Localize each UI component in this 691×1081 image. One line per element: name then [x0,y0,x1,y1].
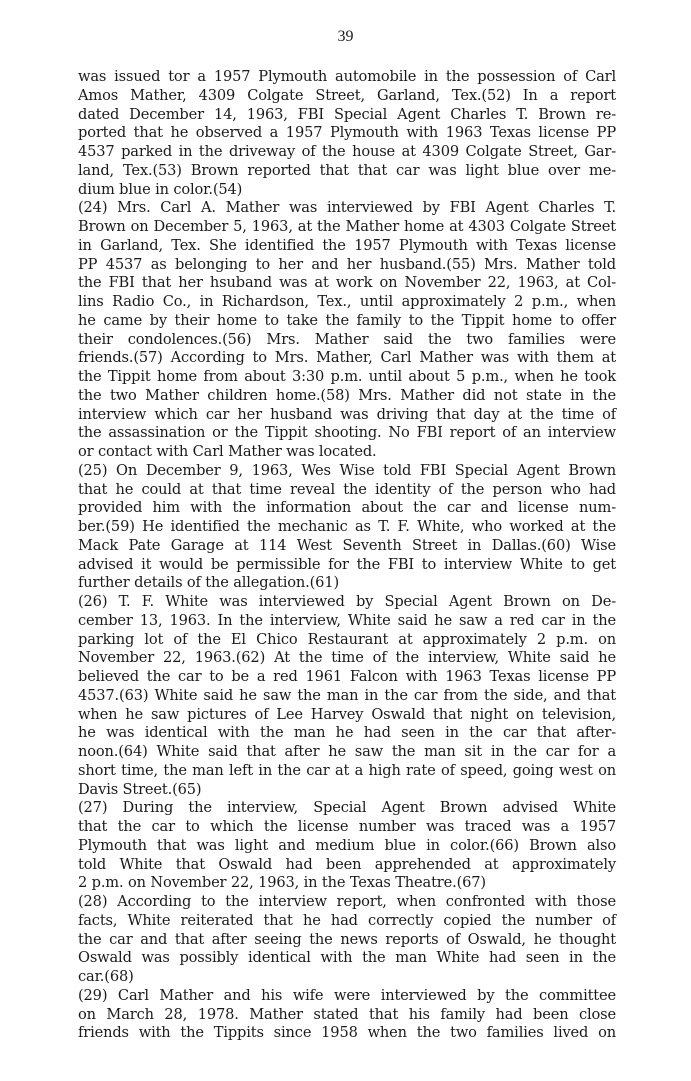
paragraph [78,799,616,893]
text-line: (26) T. F. White was interviewed by Special Agent Brown on De- [78,593,616,610]
text-line: friends.(57) According to Mrs. Mather, Carl Mather was with them at [78,349,616,367]
text-line: car.(68) [78,968,134,985]
text-line: that the car to which the license number was traced was a 1957 [78,818,616,835]
text-line: dium blue in color.(54) [78,180,243,198]
text-line: Mack Pate Garage at 114 West Seventh Street in Dallas.(60) Wise [78,536,616,554]
text-line: in Garland, Tex. She identified the 1957 Plymouth with Texas license [78,236,616,254]
text-line: provided him with the information about the car and license num- [78,499,616,517]
text-line: short time, the man left in the car at a high rate of speed, going west on [78,761,616,779]
text-line: told White that Oswald had been apprehended at approximately [78,855,616,873]
text-line: Davis Street.(65) [78,780,202,798]
text-line: (27) During the interview, Special Agent Brown advised White [78,799,616,817]
text-line: cember 13, 1963. In the interview, White said he saw a red car in the [78,611,616,629]
text-line: land, Tex.(53) Brown reported that that car was light blue over me- [78,161,616,179]
text-line: PP 4537 as belonging to her and her husband.(55) Mrs. Mather told [78,255,616,273]
page-number: 39 [337,28,354,45]
text-line: believed the car to be a red 1961 Falcon with 1963 Texas license PP [78,668,616,685]
text-line: or contact with Carl Mather was located. [78,443,377,460]
text-line: facts, White reiterated that he had correctly copied the number of [78,911,616,929]
text-line: ber.(59) He identified the mechanic as T. F. White, who worked at the [78,518,616,535]
text-line: friends with the Tippits since 1958 when the two families lived on [78,1024,616,1042]
text-line: (28) According to the interview report, when confronted with those [78,893,616,910]
paragraph [78,68,616,199]
text-line: ported that he observed a 1957 Plymouth with 1963 Texas license PP [78,124,616,142]
text-line: he came by their home to take the family to the Tippit home to offer [78,311,616,329]
document-body [78,68,616,1043]
text-line: their condolences.(56) Mrs. Mather said the two families were [78,330,616,348]
text-line: 2 p.m. on November 22, 1963, in the Texas Theatre.(67) [78,874,486,892]
text-line: was issued tor a 1957 Plymouth automobile in the possession of Carl [78,68,616,85]
text-line: that he could at that time reveal the identity of the person who had [78,480,616,498]
paragraph [78,462,616,593]
text-line: on March 28, 1978. Mather stated that his family had been close [78,1005,616,1023]
text-line: Oswald was possibly identical with the man White had seen in the [78,949,616,967]
text-line: he was identical with the man he had seen in the car that after- [78,724,616,742]
text-line: Plymouth that was light and medium blue in color.(66) Brown also [78,836,616,854]
text-line: further details of the allegation.(61) [78,574,339,592]
text-line: Brown on December 5, 1963, at the Mather home at 4303 Colgate Street [78,218,616,235]
text-line: Amos Mather, 4309 Colgate Street, Garland, Tex.(52) In a report [78,86,616,104]
text-line: advised it would be permissible for the FBI to interview White to get [78,555,616,573]
text-line: the two Mather children home.(58) Mrs. Mather did not state in the [78,386,616,404]
text-line: (25) On December 9, 1963, Wes Wise told FBI Special Agent Brown [78,461,616,479]
text-line: the FBI that her hsuband was at work on November 22, 1963, at Col- [78,274,616,292]
text-line: (24) Mrs. Carl A. Mather was interviewed by FBI Agent Charles T. [78,199,616,217]
text-line: dated December 14, 1963, FBI Special Agent Charles T. Brown re- [78,105,616,123]
text-line: parking lot of the El Chico Restaurant at approximately 2 p.m. on [78,630,616,648]
text-line: the assassination or the Tippit shooting. No FBI report of an interview [78,424,616,442]
text-line: November 22, 1963.(62) At the time of the interview, White said he [78,649,616,667]
text-line: 4537 parked in the driveway of the house at 4309 Colgate Street, Gar- [78,143,616,160]
paragraph [78,893,616,987]
text-line: interview which car her husband was driving that day at the time of [78,405,616,423]
text-line: lins Radio Co., in Richardson, Tex., until approximately 2 p.m., when [78,293,616,310]
text-line: when he saw pictures of Lee Harvey Oswald that night on television, [78,705,616,723]
text-line: the Tippit home from about 3:30 p.m. until about 5 p.m., when he took [78,368,616,385]
text-line: the car and that after seeing the news reports of Oswald, he thought [78,930,616,948]
text-line: (29) Carl Mather and his wife were interviewed by the committee [78,986,616,1004]
paragraph [78,593,616,799]
text-line: 4537.(63) White said he saw the man in the car from the side, and that [78,686,616,704]
text-line: noon.(64) White said that after he saw the man sit in the car for a [78,743,616,760]
paragraph [78,987,616,1043]
paragraph [78,199,616,462]
